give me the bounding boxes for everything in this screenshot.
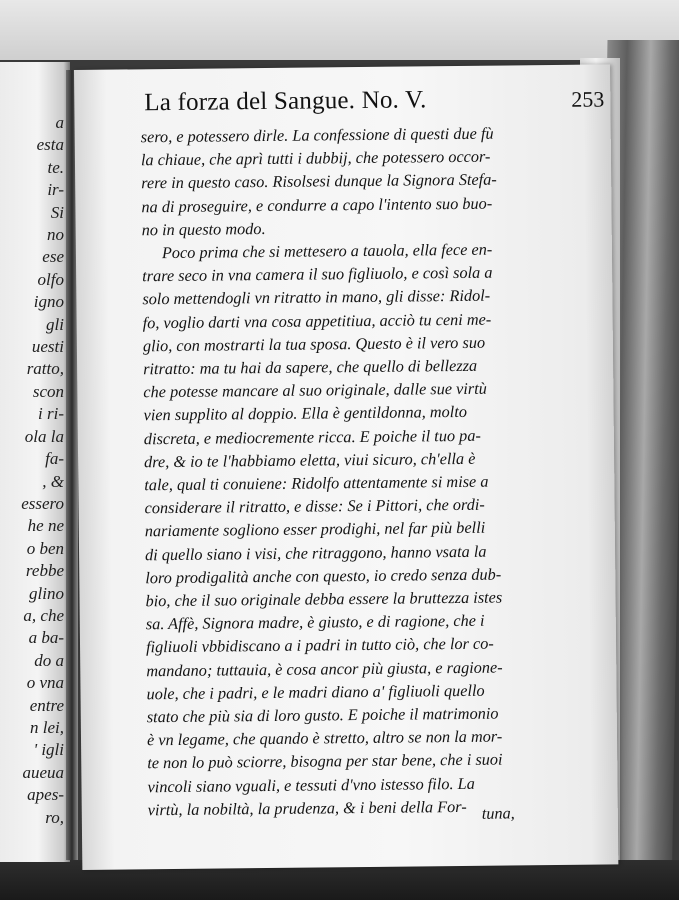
facing-text-line: no <box>47 225 64 245</box>
text-line: no in questo modo. <box>141 218 266 240</box>
page-header <box>144 84 604 125</box>
facing-text-line: i ri- <box>38 404 64 424</box>
facing-text-line: aueua <box>22 762 64 782</box>
text-line: sero, e potessero dirle. La confessione di questi due fù <box>140 123 494 147</box>
text-line: na di proseguire, e condurre a capo l'intento suo buo- <box>141 193 493 216</box>
text-line: discreta, e mediocremente ricca. E poiche il tuo pa- <box>143 425 481 448</box>
text-line: sa. Affè, Signora madre, è giusto, e di ragione, che i <box>145 610 485 634</box>
facing-text-line: scon <box>32 381 64 401</box>
text-line: che potesse mancare al suo originale, dalle sue virtù <box>143 378 487 402</box>
facing-text-line: Si <box>50 202 64 222</box>
text-line: la chiaue, che aprì tutti i dubbij, che potessero occor- <box>140 146 491 170</box>
facing-text-line: n lei, <box>30 717 64 737</box>
text-line: vien supplito al doppio. Ella è gentildonna, molto <box>143 402 468 425</box>
facing-text-line: entre <box>29 695 64 715</box>
text-line: rere in questo caso. Risolsesi dunque la Signora Stefa- <box>141 169 497 193</box>
facing-text-line: o vna <box>26 673 64 693</box>
facing-text-line: do a <box>34 650 64 670</box>
facing-text-line: he ne <box>27 516 64 536</box>
background <box>0 0 679 60</box>
text-line: te non lo può sciorre, bisogna per star bene, che i suoi <box>147 750 503 773</box>
text-line: bio, che il suo originale debba essere la bruttezza istes <box>145 587 503 611</box>
facing-text-line: , & <box>42 471 64 491</box>
text-line: di quello siano i visi, che ritraggono, hanno vsata la <box>144 541 487 564</box>
facing-text-line: ro, <box>45 807 64 827</box>
text-line: tale, qual ti conuiene: Ridolfo attentamente si mise a <box>144 471 489 495</box>
text-line: vincoli siano vguali, e tessuti d'vno istesso filo. La <box>147 773 475 796</box>
text-line: figliuoli vbbidiscano a i padri in tutto ciò, che lor co- <box>145 634 494 657</box>
facing-text-line: a <box>55 113 64 132</box>
text-line: stato che più sia di loro gusto. E poiche il matrimonio <box>146 703 499 727</box>
facing-text-line: esta <box>36 135 64 155</box>
catchword: tuna, <box>481 803 515 823</box>
facing-text-line: ratto, <box>26 359 64 379</box>
facing-text-line: gli <box>46 314 64 334</box>
text-line: ritratto: ma tu hai da sapere, che quello di bellezza <box>143 355 478 379</box>
text-line: solo mettendogli vn ritratto in mano, gli disse: Ridol- <box>142 286 491 309</box>
body-text <box>141 121 588 822</box>
text-line: dre, & io te l'habbiamo eletta, viui sicuro, ch'ella è <box>144 448 476 472</box>
facing-text-line: te. <box>47 157 64 177</box>
facing-page <box>0 62 70 862</box>
facing-page-text <box>0 112 70 829</box>
text-line: trare seco in vna camera il suo figliuolo, e così sola a <box>142 262 493 286</box>
text-line: mandano; tuttauia, è cosa ancor più giusta, e ragione- <box>146 657 503 680</box>
facing-text-line: a, che <box>23 605 64 625</box>
text-line: nariamente sogliono esser prodighi, nel far più belli <box>144 518 486 541</box>
text-line: loro prodigalità anche con questo, io credo senza dub- <box>145 564 502 588</box>
text-line: virtù, la nobiltà, la prudenza, & i beni della For- <box>147 796 467 820</box>
facing-text-line: apes- <box>27 785 64 805</box>
facing-text-line: o ben <box>26 538 64 558</box>
text-line: considerare il ritratto, e disse: Se i Pittori, che ordi- <box>144 494 485 518</box>
facing-text-line: a ba- <box>28 628 64 648</box>
facing-text-line: ir- <box>47 180 64 200</box>
facing-text-line: rebbe <box>25 561 64 581</box>
facing-text-line: essero <box>21 493 64 513</box>
facing-text-line: ' igli <box>33 740 64 760</box>
text-line: fo, voglio darti vna cosa appetitiua, acciò tu ceni me- <box>142 309 492 332</box>
facing-text-line: glino <box>29 583 64 603</box>
text-line: uole, che i padri, e le madri diano a' figliuoli quello <box>146 680 485 704</box>
running-title: La forza del Sangue. No. V. <box>144 86 427 117</box>
facing-text-line: olfo <box>37 269 64 289</box>
facing-text-line: ese <box>42 247 64 267</box>
text-line: Poco prima che si mettesero a tauola, ella fece en- <box>161 239 493 263</box>
text-line: glio, con mostrarti la tua sposa. Questo è il vero suo <box>142 332 486 356</box>
book-page <box>74 64 618 870</box>
text-line: è vn legame, che quando è stretto, altro se non la mor- <box>146 726 503 750</box>
facing-text-line: igno <box>33 292 64 312</box>
facing-text-line: fa- <box>45 449 64 469</box>
facing-text-line: uesti <box>31 337 64 357</box>
page-number: 253 <box>571 86 605 112</box>
facing-text-line: ola la <box>24 426 64 446</box>
